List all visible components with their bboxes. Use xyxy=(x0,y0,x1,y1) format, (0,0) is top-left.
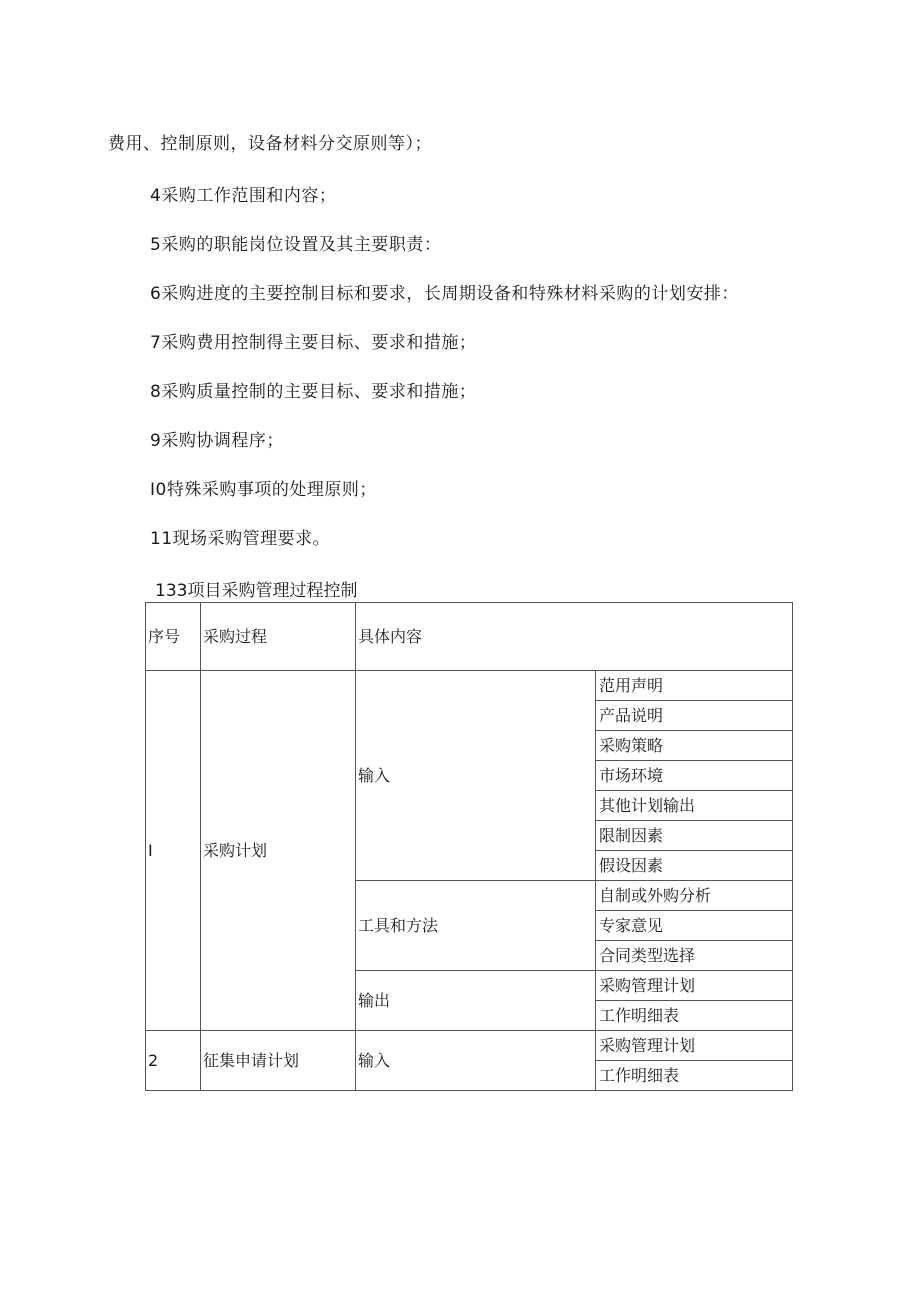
content-item: 限制因素 xyxy=(596,821,793,851)
header-no: 序号 xyxy=(146,603,201,671)
content-item: 合同类型选择 xyxy=(596,941,793,971)
content-item: 工作明细表 xyxy=(596,1061,793,1091)
list-item-4: 4采购工作范围和内容； xyxy=(150,186,337,206)
group-label: 输入 xyxy=(356,1031,596,1091)
process-name: 征集申请计划 xyxy=(201,1031,356,1091)
content-item: 采购策略 xyxy=(596,731,793,761)
group-label: 输出 xyxy=(356,971,596,1031)
paragraph-continuation: 费用、控制原则，设备材料分交原则等）； xyxy=(108,134,432,154)
table-row xyxy=(146,1031,793,1061)
content-item: 自制或外购分析 xyxy=(596,881,793,911)
header-content: 具体内容 xyxy=(356,603,793,671)
header-process: 采购过程 xyxy=(201,603,356,671)
list-item-5: 5采购的职能岗位设置及其主要职责： xyxy=(150,235,442,255)
list-item-7: 7采购费用控制得主要目标、要求和措施； xyxy=(150,333,477,353)
list-item-8: 8采购质量控制的主要目标、要求和措施； xyxy=(150,382,477,402)
content-item: 产品说明 xyxy=(596,701,793,731)
list-item-6: 6采购进度的主要控制目标和要求，长周期设备和特殊材料采购的计划安排： xyxy=(150,284,739,304)
group-label: 工具和方法 xyxy=(356,881,596,971)
list-item-11: 11现场采购管理要求。 xyxy=(150,529,331,549)
row-number: I xyxy=(146,671,201,1031)
content-item: 范用声明 xyxy=(596,671,793,701)
row-number: 2 xyxy=(146,1031,201,1091)
content-item: 市场环境 xyxy=(596,761,793,791)
process-name: 采购计划 xyxy=(201,671,356,1031)
content-item: 其他计划输出 xyxy=(596,791,793,821)
table-header-row xyxy=(146,603,793,671)
content-item: 采购管理计划 xyxy=(596,971,793,1001)
content-item: 专家意见 xyxy=(596,911,793,941)
content-item: 假设因素 xyxy=(596,851,793,881)
list-item-9: 9采购协调程序； xyxy=(150,431,284,451)
group-label: 输入 xyxy=(356,671,596,881)
content-item: 采购管理计划 xyxy=(596,1031,793,1061)
procurement-table xyxy=(145,602,793,1091)
table-caption: 133项目采购管理过程控制 xyxy=(155,581,358,601)
table-row xyxy=(146,671,793,701)
list-item-10: I0特殊采购事项的处理原则； xyxy=(150,480,377,500)
content-item: 工作明细表 xyxy=(596,1001,793,1031)
